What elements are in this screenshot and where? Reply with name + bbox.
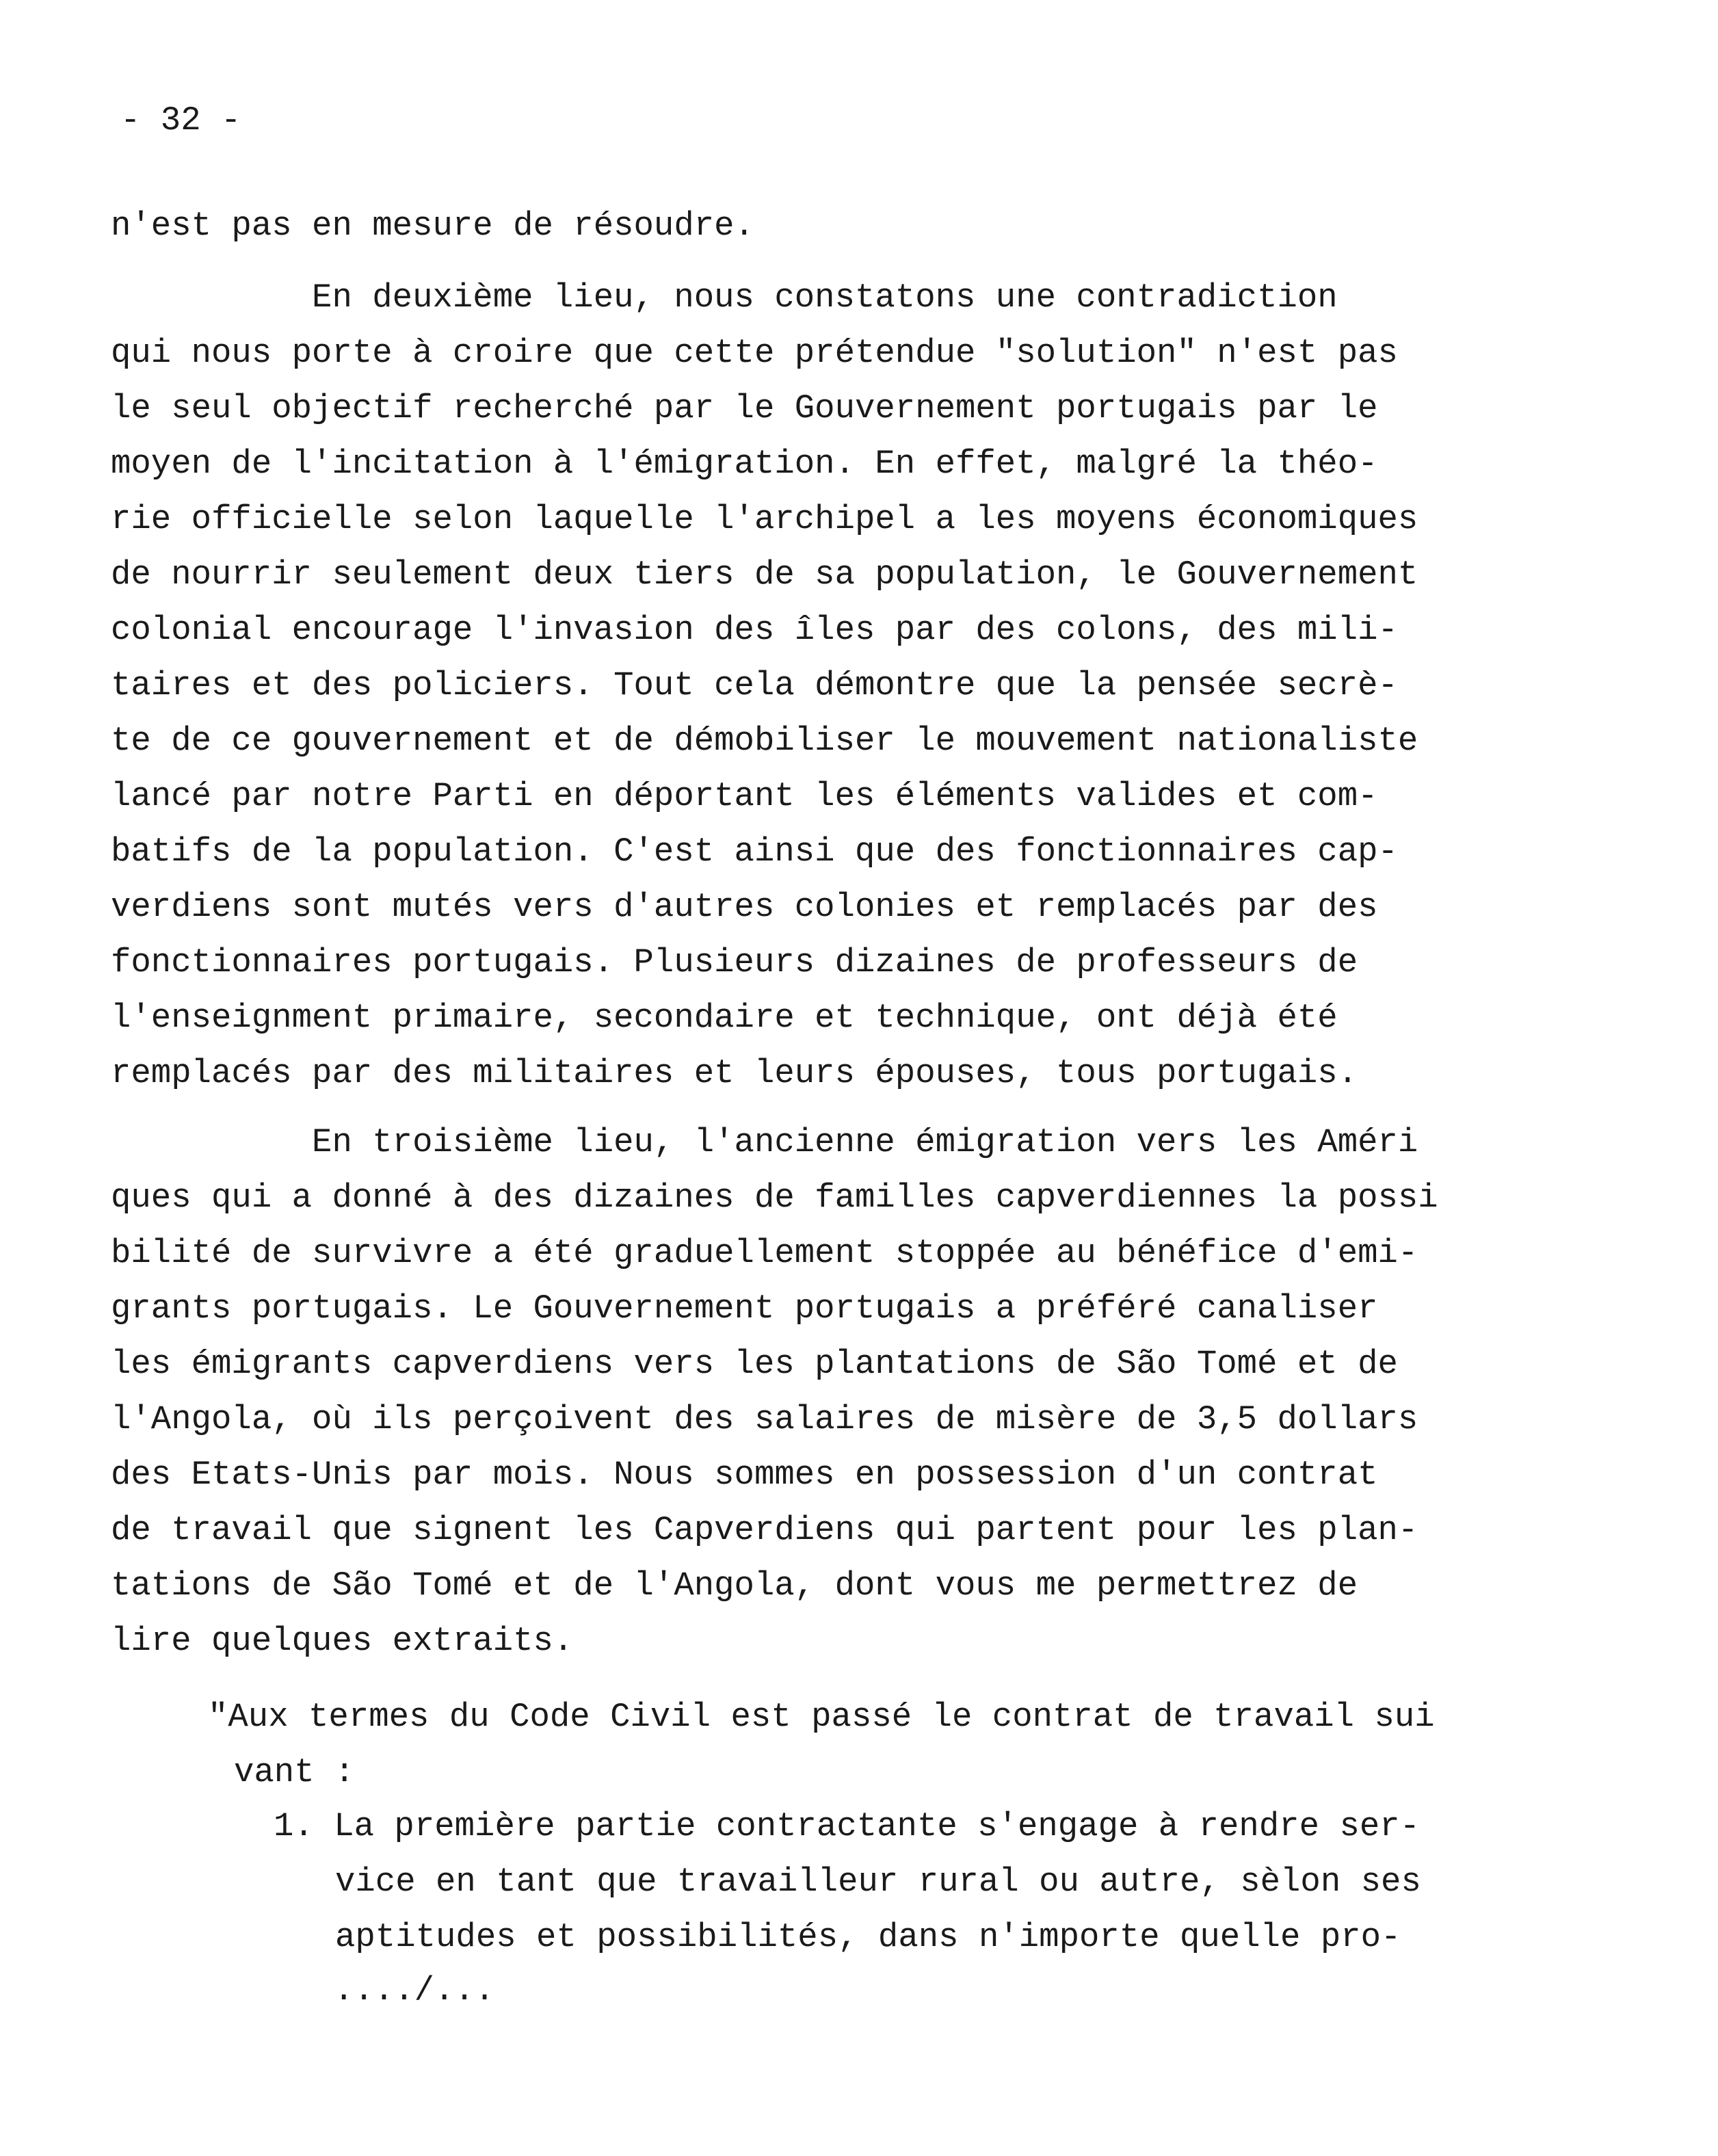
list-line: vice en tant que travailleur rural ou autre, sèlon ses bbox=[335, 1863, 1421, 1901]
text-line: de travail que signent les Capverdiens qui partent pour les plan- bbox=[111, 1511, 1418, 1549]
text-line: taires et des policiers. Tout cela démontre que la pensée secrè- bbox=[111, 666, 1398, 705]
text-line: verdiens sont mutés vers d'autres colonies et remplacés par des bbox=[111, 888, 1378, 926]
page-number: - 32 - bbox=[120, 101, 241, 140]
contract-list-item-1 bbox=[274, 1799, 1477, 1965]
text-line: rie officielle selon laquelle l'archipel a les moyens économiques bbox=[111, 500, 1418, 538]
text-line: colonial encourage l'invasion des îles par des colons, des mili- bbox=[111, 611, 1398, 649]
text-line: grants portugais. Le Gouvernement portugais a préféré canaliser bbox=[111, 1289, 1378, 1328]
text-line: qui nous porte à croire que cette prétendue "solution" n'est pas bbox=[111, 334, 1398, 372]
list-line: 1. La première partie contractante s'engage à rendre ser- bbox=[274, 1807, 1420, 1845]
text-line: fonctionnaires portugais. Plusieurs dizaines de professeurs de bbox=[111, 943, 1358, 982]
continuation-mark: ..../... bbox=[334, 1971, 495, 2010]
text-line: de nourrir seulement deux tiers de sa population, le Gouvernement bbox=[111, 555, 1418, 594]
text-line: moyen de l'incitation à l'émigration. En effet, malgré la théo- bbox=[111, 445, 1378, 483]
text-line: bilité de survivre a été graduellement stoppée au bénéfice d'emi- bbox=[111, 1234, 1418, 1272]
paragraph-3 bbox=[111, 1115, 1479, 1669]
text-line: En troisième lieu, l'ancienne émigration vers les Améri bbox=[111, 1123, 1418, 1161]
quote-line: vant : bbox=[234, 1753, 355, 1791]
text-line: les émigrants capverdiens vers les plantations de São Tomé et de bbox=[111, 1345, 1398, 1383]
text-line: tations de São Tomé et de l'Angola, dont vous me permettrez de bbox=[111, 1566, 1358, 1605]
list-line: aptitudes et possibilités, dans n'importe quelle pro- bbox=[335, 1918, 1401, 1956]
text-line: En deuxième lieu, nous constatons une contradiction bbox=[111, 278, 1338, 317]
contract-quote bbox=[208, 1690, 1494, 1800]
text-line: des Etats-Unis par mois. Nous sommes en possession d'un contrat bbox=[111, 1456, 1378, 1494]
text-line: l'Angola, où ils perçoivent des salaires de misère de 3,5 dollars bbox=[111, 1400, 1418, 1438]
text-line: l'enseignment primaire, secondaire et technique, ont déjà été bbox=[111, 999, 1338, 1037]
text-line: remplacés par des militaires et leurs épouses, tous portugais. bbox=[111, 1054, 1358, 1092]
quote-line: "Aux termes du Code Civil est passé le contrat de travail sui bbox=[208, 1698, 1435, 1736]
paragraph-2 bbox=[111, 270, 1479, 1101]
text-line: ques qui a donné à des dizaines de familles capverdiennes la possi bbox=[111, 1179, 1438, 1217]
text-line: batifs de la population. C'est ainsi que des fonctionnaires cap- bbox=[111, 832, 1398, 871]
paragraph-1 bbox=[111, 198, 1479, 254]
text-line: n'est pas en mesure de résoudre. bbox=[111, 207, 754, 245]
text-line: le seul objectif recherché par le Gouvernement portugais par le bbox=[111, 389, 1378, 428]
text-line: lancé par notre Parti en déportant les éléments valides et com- bbox=[111, 777, 1378, 815]
text-line: lire quelques extraits. bbox=[111, 1622, 574, 1660]
text-line: te de ce gouvernement et de démobiliser le mouvement nationaliste bbox=[111, 722, 1418, 760]
